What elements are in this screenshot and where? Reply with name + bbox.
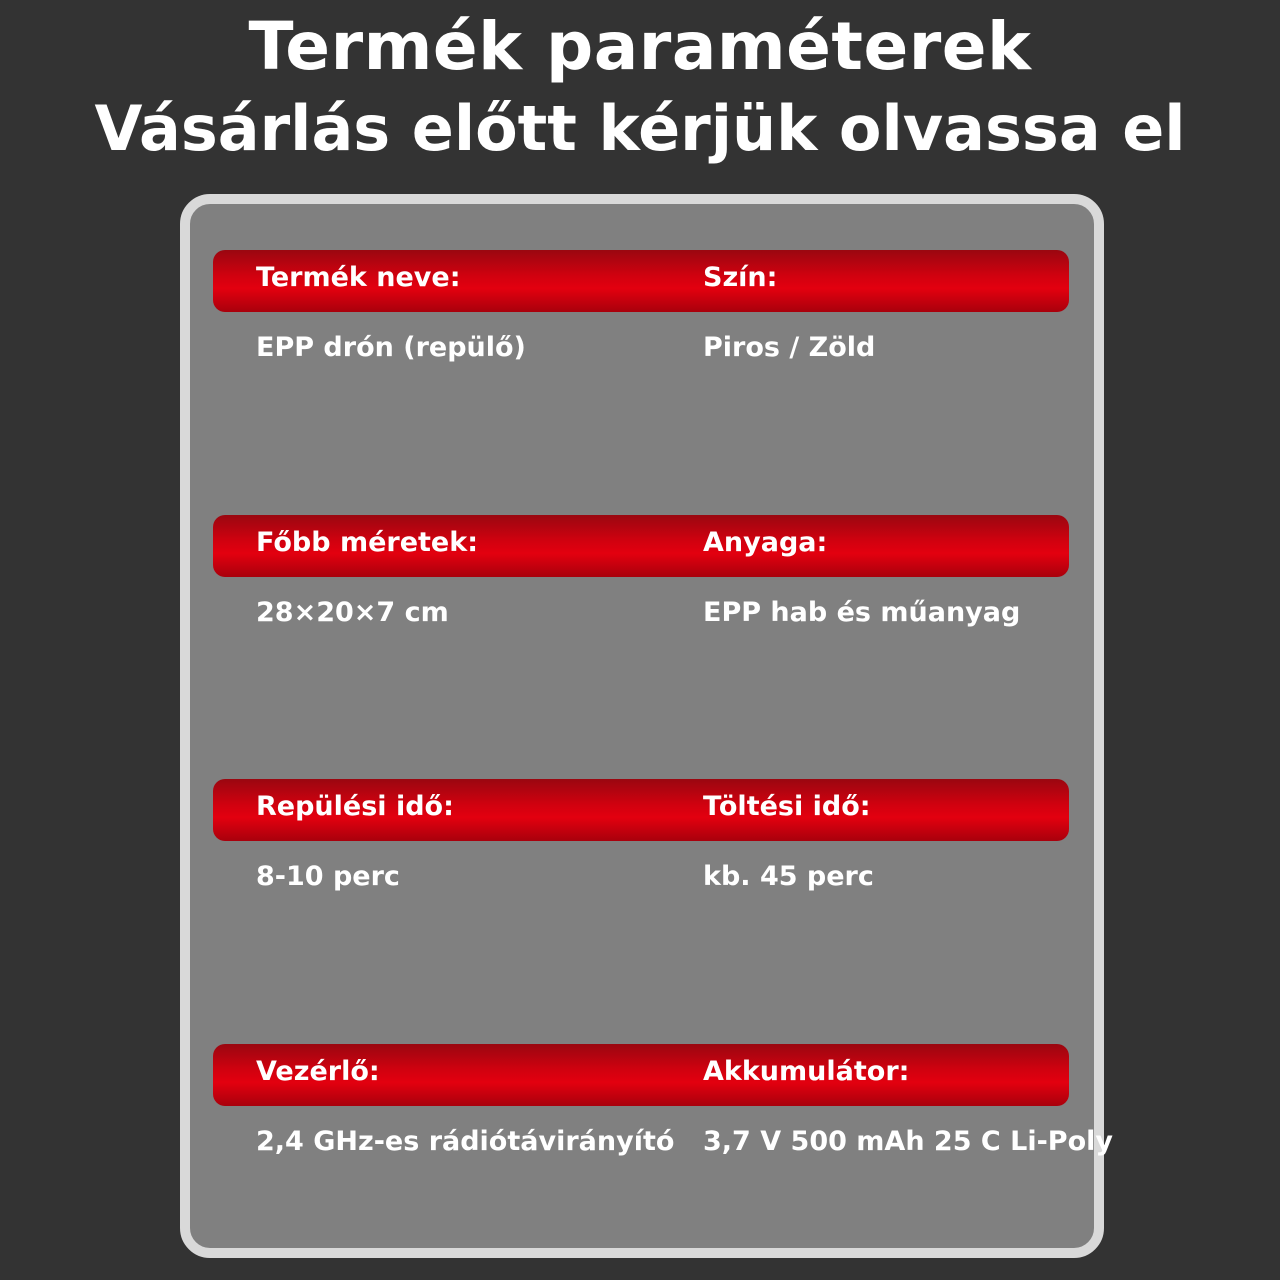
spec-label-flight-time: Repülési idő: bbox=[256, 791, 454, 822]
spec-value-product-name: EPP drón (repülő) bbox=[256, 332, 526, 363]
spec-label-battery: Akkumulátor: bbox=[703, 1056, 910, 1087]
spec-label-material: Anyaga: bbox=[703, 527, 828, 558]
spec-value-flight-time: 8-10 perc bbox=[256, 861, 400, 892]
spec-header-bar bbox=[213, 250, 1069, 312]
specs-panel bbox=[180, 194, 1113, 1258]
spec-label-product-name: Termék neve: bbox=[256, 262, 461, 293]
spec-row-controller-battery bbox=[190, 1044, 1113, 1184]
spec-value-controller: 2,4 GHz-es rádiótávirányító bbox=[256, 1126, 675, 1157]
spec-row-size-material bbox=[190, 515, 1094, 655]
spec-value-material: EPP hab és műanyag bbox=[703, 597, 1021, 628]
spec-label-color: Szín: bbox=[703, 262, 778, 293]
page-title: Termék paraméterek bbox=[248, 8, 1032, 85]
spec-row-flight-charge bbox=[190, 779, 1094, 919]
spec-value-battery: 3,7 V 500 mAh 25 C Li-Poly bbox=[703, 1126, 1113, 1157]
spec-value-charge-time: kb. 45 perc bbox=[703, 861, 874, 892]
spec-value-color: Piros / Zöld bbox=[703, 332, 876, 363]
spec-header-bar bbox=[213, 515, 1069, 577]
spec-row-name-color bbox=[190, 250, 1094, 390]
page-subtitle: Vásárlás előtt kérjük olvassa el bbox=[94, 92, 1186, 165]
spec-header-bar bbox=[213, 779, 1069, 841]
spec-label-controller: Vezérlő: bbox=[256, 1056, 380, 1087]
spec-label-dimensions: Főbb méretek: bbox=[256, 527, 478, 558]
spec-header-bar bbox=[213, 1044, 1069, 1106]
spec-value-dimensions: 28×20×7 cm bbox=[256, 597, 449, 628]
spec-label-charge-time: Töltési idő: bbox=[703, 791, 871, 822]
